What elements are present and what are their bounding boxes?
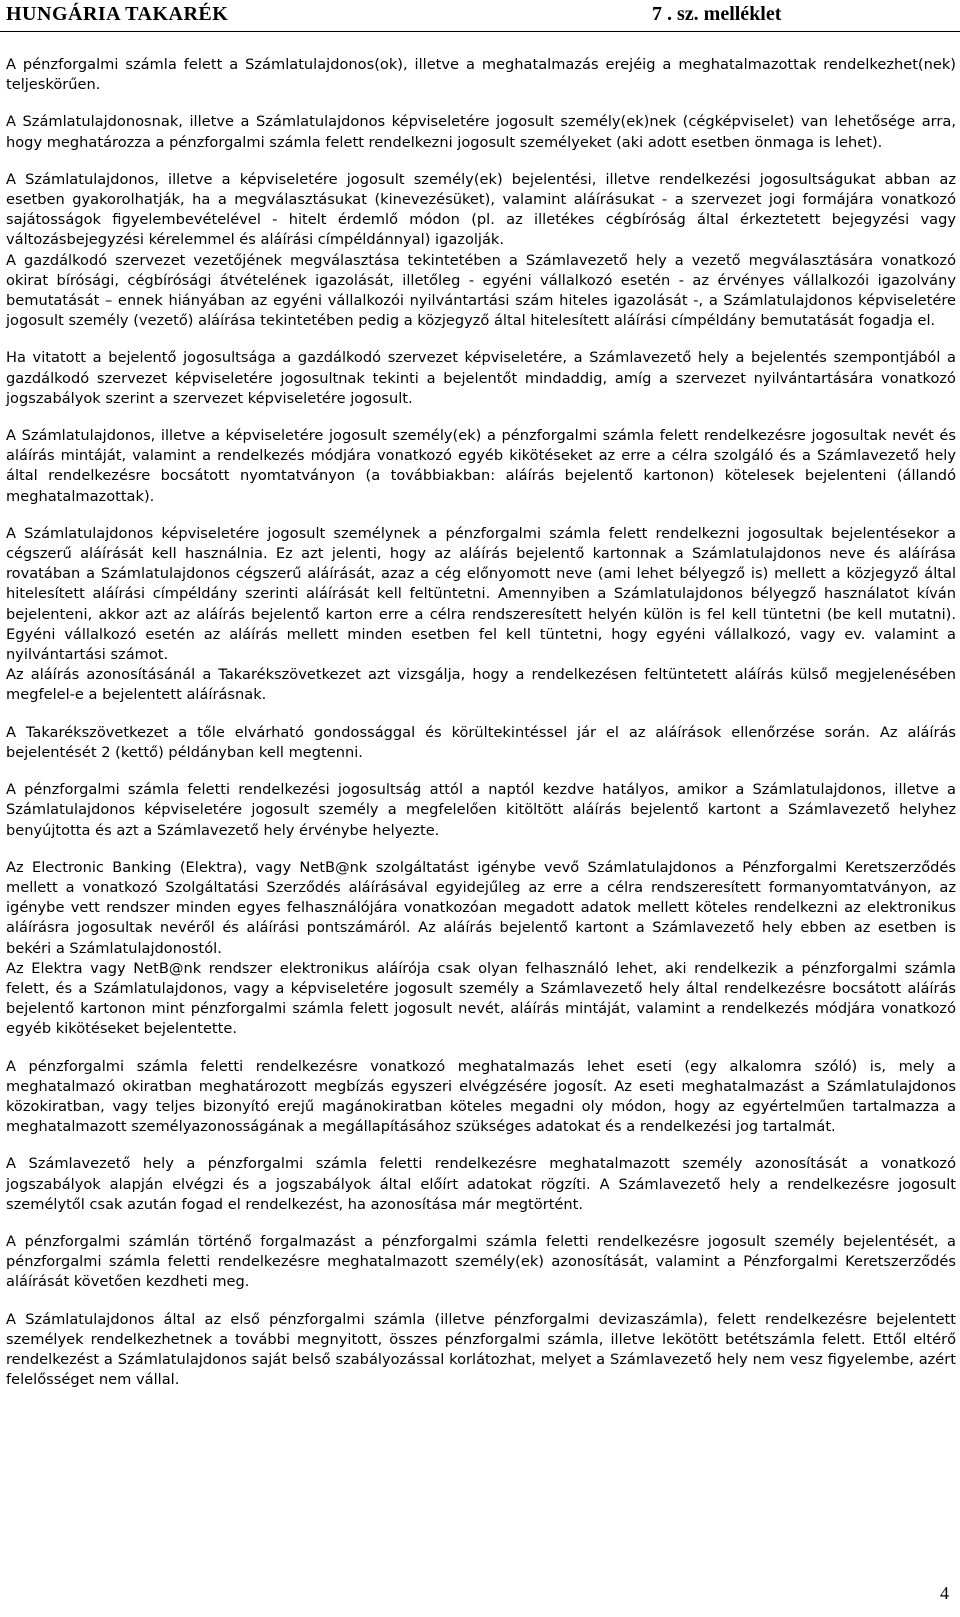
paragraph: Az Elektra vagy NetB@nk rendszer elektronikus aláírója csak olyan felhasználó lehet, aki rendelkezik a pénzforgalmi számla felett, és a Számlatulajdonos, vagy a képviseletére jogosult személy a Számlavezető hely által rendelkezésre bocsátott aláírás bejelentő kartonon mint pénzforgalmi számla felett jogosult nevét, aláírás mintáját, valamint a rendelkezés módjára vonatkozó egyéb kikötéseket bejelentette. [6, 959, 956, 1038]
paragraph: A Számlatulajdonos képviseletére jogosult személynek a pénzforgalmi számla felett rendelkezni jogosultak bejelentésekor a cégszerű aláírását kell használnia. Ez azt jelenti, hogy az aláírás bejelentő kartonnak a Számlatulajdonos neve és aláírása rovatában a Számlatulajdonos cégszerű aláírását, azaz a cég előnyomott neve (ami lehet bélyegző is) mellett a közjegyző által hitelesített aláírási címpéldány szerinti aláírását kell feltüntetni. Amennyiben a Számlatulajdonos bélyegző használatot kíván bejelenteni, akkor azt az aláírás bejelentő karton erre a célra rendszeresített helyén külön is fel kell tüntetni (be kell mutatni). Egyéni vállalkozó esetén az aláírás mellett minden esetben fel kell tüntetni, hogy egyéni vállalkozó, vagy ev. valamint a nyilvántartási számot. [6, 524, 956, 664]
paragraph: A pénzforgalmi számla felett a Számlatulajdonos(ok), illetve a meghatalmazás erejéig a meghatalmazottak rendelkezhet(nek) teljeskörűen. [6, 56, 956, 94]
paragraph: A pénzforgalmi számla feletti rendelkezési jogosultság attól a naptól kezdve hatályos, amikor a Számlatulajdonos, illetve a Számlatulajdonos képviseletére jogosult személy a megfelelően kitöltött aláírás bejelentő kartont a Számlavezető helyhez benyújtotta és azt a Számlavezető hely érvénybe helyezte. [6, 781, 956, 839]
paragraph: Az aláírás azonosításánál a Takarékszövetkezet azt vizsgálja, hogy a rendelkezésen feltüntetett aláírás külső megjelenésében megfelel-e a bejelentett aláírásnak. [6, 666, 956, 704]
paragraph: A Számlatulajdonos által az első pénzforgalmi számla (illetve pénzforgalmi devizaszámla), felett rendelkezésre bejelentett személyek rendelkezhetnek a további megnyitott, összes pénzforgalmi számla, illetve lekötött betétszámla felett. Ettől eltérő rendelkezést a Számlatulajdonos saját belső szabályozással korlátozhat, melyet a Számlavezető hely nem vesz figyelembe, azért felelősséget nem vállal. [6, 1310, 956, 1389]
annex-label: 7 . sz. melléklet [652, 3, 782, 25]
document-body [6, 55, 956, 1407]
page-number: 4 [940, 1583, 949, 1603]
paragraph: A Számlatulajdonos, illetve a képviseletére jogosult személy(ek) a pénzforgalmi számla felett rendelkezésre jogosultak nevét és aláírás mintáját, valamint a rendelkezés módjára vonatkozó egyéb kikötéseket az erre a célra szolgáló és a Számlavezető hely által rendelkezésre bocsátott nyomtatványon (a továbbiakban: aláírás bejelentő kartonon) kötelesek bejelenteni (állandó meghatalmazottak). [6, 427, 956, 505]
paragraph: A Számlatulajdonosnak, illetve a Számlatulajdonos képviseletére jogosult személy(ek)nek (cégképviselet) van lehetősége arra, hogy meghatározza a pénzforgalmi számla felett rendelkezni jogosult személyeket (aki adott esetben önmaga is lehet). [6, 113, 956, 151]
paragraph: A Számlavezető hely a pénzforgalmi számla feletti rendelkezésre meghatalmazott személy azonosítását a vonatkozó jogszabályok alapján elvégzi és a jogszabályok által előírt adatokat rögzíti. A Számlavezető hely a rendelkezésre jogosult személytől csak azután fogad el rendelkezést, ha azonosítása már megtörtént. [6, 1155, 956, 1213]
paragraph: A pénzforgalmi számla feletti rendelkezésre vonatkozó meghatalmazás lehet eseti (egy alkalomra szóló) is, mely a meghatalmazó okiratban meghatározott megbízás egyszeri elvégzésére jogosít. Az eseti meghatalmazást a Számlatulajdonos közokiratban, vagy teljes bizonyító erejű magánokiratban köteles megadni oly módon, hogy az egyértelműen tartalmazza a meghatalmazott személyazonosságának a megállapításához szükséges adatokat és a rendelkezési jog tartalmát. [6, 1057, 956, 1136]
paragraph: A gazdálkodó szervezet vezetőjének megválasztása tekintetében a Számlavezető hely a vezető megválasztására vonatkozó okirat bírósági, cégbírósági átvételének igazolását, illetőleg - egyéni vállalkozó esetén - az érvényes vállalkozói igazolvány bemutatását – ennek hiányában az egyéni vállalkozói nyilvántartási szám hiteles igazolását -, a Számlatulajdonos képviseletére jogosult személy (vezető) aláírása tekintetében pedig a közjegyző által hitelesített aláírási címpéldány bemutatását fogadja el. [6, 251, 956, 330]
paragraph: Az Electronic Banking (Elektra), vagy NetB@nk szolgáltatást igénybe vevő Számlatulajdonos a Pénzforgalmi Keretszerződés mellett a vonatkozó Szolgáltatási Szerződés aláírásával egyidejűleg az erre a célra rendszeresített formanyomtatványon, az igénybe vett rendszer minden egyes felhasználójára vonatkozóan megadott adatok mellett köteles rendelkezni az elektronikus aláírásra jogosultak nevéről és aláírási pontszámáról. Az aláírás bejelentő kartont a Számlavezető hely ebben az esetben is bekéri a Számlatulajdonostól. [6, 858, 956, 957]
page-header [0, 0, 960, 32]
paragraph: A Takarékszövetkezet a tőle elvárható gondossággal és körültekintéssel jár el az aláírások ellenőrzése során. Az aláírás bejelentését 2 (kettő) példányban kell megtenni. [6, 723, 956, 761]
bank-name: HUNGÁRIA TAKARÉK [6, 3, 229, 25]
paragraph: A pénzforgalmi számlán történő forgalmazást a pénzforgalmi számla feletti rendelkezésre jogosult személy bejelentését, a pénzforgalmi számla feletti rendelkezésre meghatalmazott személy(ek) azonosítását, valamint a Pénzforgalmi Keretszerződés aláírását követően kezdheti meg. [6, 1232, 956, 1291]
paragraph: A Számlatulajdonos, illetve a képviseletére jogosult személy(ek) bejelentési, illetve rendelkezési jogosultságukat abban az esetben gyakorolhatják, ha a megválasztásukat (kinevezésüket), valamint aláírásukat - a szervezet jogi formájára vonatkozó sajátosságok figyelembevételével - hitelt érdemlő módon (pl. az illetékes cégbíróság által érkeztetett bejegyzési vagy változásbejegyzési kérelemmel és aláírási címpéldánnyal) igazolják. [6, 170, 956, 249]
paragraph: Ha vitatott a bejelentő jogosultsága a gazdálkodó szervezet képviseletére, a Számlavezető hely a bejelentés szempontjából a gazdálkodó szervezet képviseletére jogosultnak tekinti a bejelentőt mindaddig, amíg a szervezet nyilvántartására vonatkozó jogszabályok szerint a szervezet képviseletére jogosult. [6, 349, 956, 407]
